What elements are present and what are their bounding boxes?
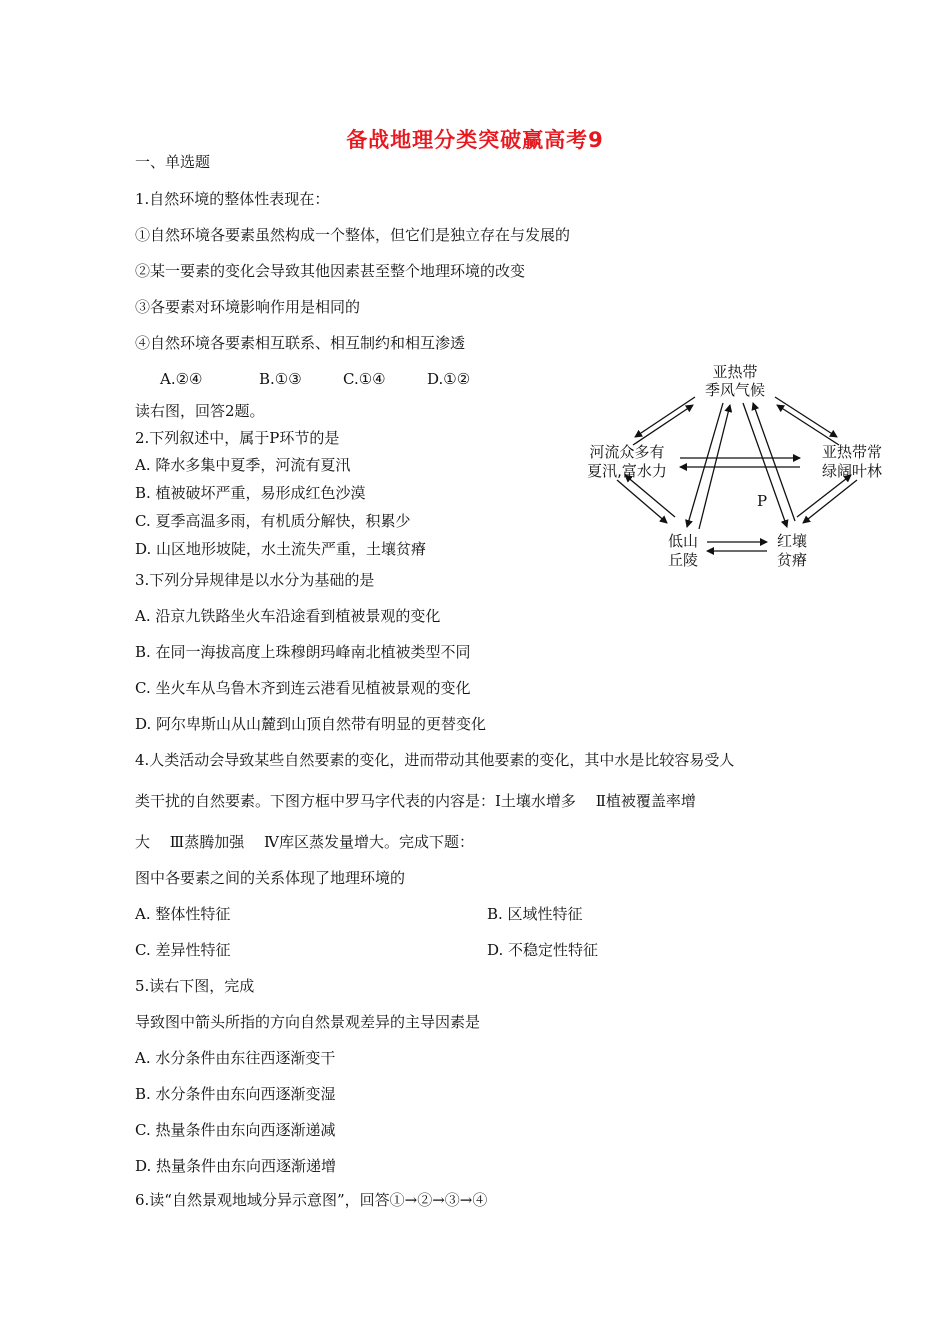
q3-stem: 3.下列分异规律是以水分为基础的是 <box>135 571 375 589</box>
geography-cycle-diagram <box>575 355 905 580</box>
q1-options <box>160 369 470 389</box>
q1-item: ①自然环境各要素虽然构成一个整体，但它们是独立存在与发展的 <box>135 226 571 244</box>
q2-stem: 2.下列叙述中，属于P环节的是 <box>135 429 340 447</box>
node-red-soil-2: 贫瘠 <box>776 551 808 569</box>
q4-line: 大 Ⅲ蒸腾加强 Ⅳ库区蒸发量增大。完成下题： <box>135 833 474 851</box>
q4-option-a[interactable]: A. 整体性特征 <box>135 905 231 923</box>
q2-option[interactable]: C. 夏季高温多雨，有机质分解快，积累少 <box>135 512 411 530</box>
q5-intro: 5.读右下图，完成 <box>135 977 255 995</box>
node-hills: 低山 <box>667 532 699 550</box>
q1-option-b[interactable]: B.①③ <box>259 370 302 388</box>
q4-option-c[interactable]: C. 差异性特征 <box>135 941 231 959</box>
q1-item: ③各要素对环境影响作用是相同的 <box>135 298 361 316</box>
q1-stem: 1.自然环境的整体性表现在： <box>135 190 330 208</box>
q5-option[interactable]: A. 水分条件由东往西逐渐变干 <box>135 1049 336 1067</box>
node-red-soil: 红壤 <box>776 532 808 550</box>
q4-line: 4.人类活动会导致某些自然要素的变化，进而带动其他要素的变化，其中水是比较容易受人 <box>135 751 735 769</box>
q2-option[interactable]: D. 山区地形坡陡，水土流失严重，土壤贫瘠 <box>135 540 427 558</box>
p-label: P <box>757 492 768 510</box>
node-subtropical-monsoon-2: 季风气候 <box>704 381 766 399</box>
q3-option[interactable]: B. 在同一海拔高度上珠穆朗玛峰南北植被类型不同 <box>135 643 471 661</box>
q1-item: ②某一要素的变化会导致其他因素甚至整个地理环境的改变 <box>135 262 526 280</box>
q4-option-d[interactable]: D. 不稳定性特征 <box>487 941 599 959</box>
q6-stem: 6.读“自然景观地域分异示意图”，回答①→②→③→④ <box>135 1191 488 1209</box>
node-rivers-2: 夏汛,富水力 <box>587 462 667 480</box>
q1-option-a[interactable]: A.②④ <box>160 370 203 388</box>
q4-stem: 图中各要素之间的关系体现了地理环境的 <box>135 869 406 887</box>
node-rivers: 河流众多有 <box>589 443 665 461</box>
q1-item: ④自然环境各要素相互联系、相互制约和相互渗透 <box>135 334 466 352</box>
q5-option[interactable]: D. 热量条件由东向西逐渐递增 <box>135 1157 337 1175</box>
q5-option[interactable]: C. 热量条件由东向西逐渐递减 <box>135 1121 336 1139</box>
q3-option[interactable]: D. 阿尔卑斯山从山麓到山顶自然带有明显的更替变化 <box>135 715 487 733</box>
q1-option-c[interactable]: C.①④ <box>343 370 386 388</box>
node-forest-2: 绿阔叶林 <box>821 462 883 480</box>
q5-stem: 导致图中箭头所指的方向自然景观差异的主导因素是 <box>135 1013 481 1031</box>
q4-line: 类干扰的自然要素。下图方框中罗马字代表的内容是：Ⅰ土壤水增多 Ⅱ植被覆盖率增 <box>135 792 696 810</box>
q2-option[interactable]: B. 植被破坏严重，易形成红色沙漠 <box>135 484 366 502</box>
q2-option[interactable]: A. 降水多集中夏季，河流有夏汛 <box>135 456 351 474</box>
q4-option-b[interactable]: B. 区域性特征 <box>487 905 583 923</box>
node-forest: 亚热带常 <box>821 443 883 461</box>
node-subtropical-monsoon: 亚热带 <box>712 363 758 381</box>
node-hills-2: 丘陵 <box>667 551 699 569</box>
section-heading: 一、单选题 <box>135 153 211 171</box>
q3-option[interactable]: C. 坐火车从乌鲁木齐到连云港看见植被景观的变化 <box>135 679 471 697</box>
page-title: 备战地理分类突破赢高考9 <box>346 128 604 152</box>
q2-intro: 读右图，回答2题。 <box>135 402 265 420</box>
q3-option[interactable]: A. 沿京九铁路坐火车沿途看到植被景观的变化 <box>135 607 441 625</box>
q1-option-d[interactable]: D.①② <box>427 370 471 388</box>
q5-option[interactable]: B. 水分条件由东向西逐渐变湿 <box>135 1085 336 1103</box>
